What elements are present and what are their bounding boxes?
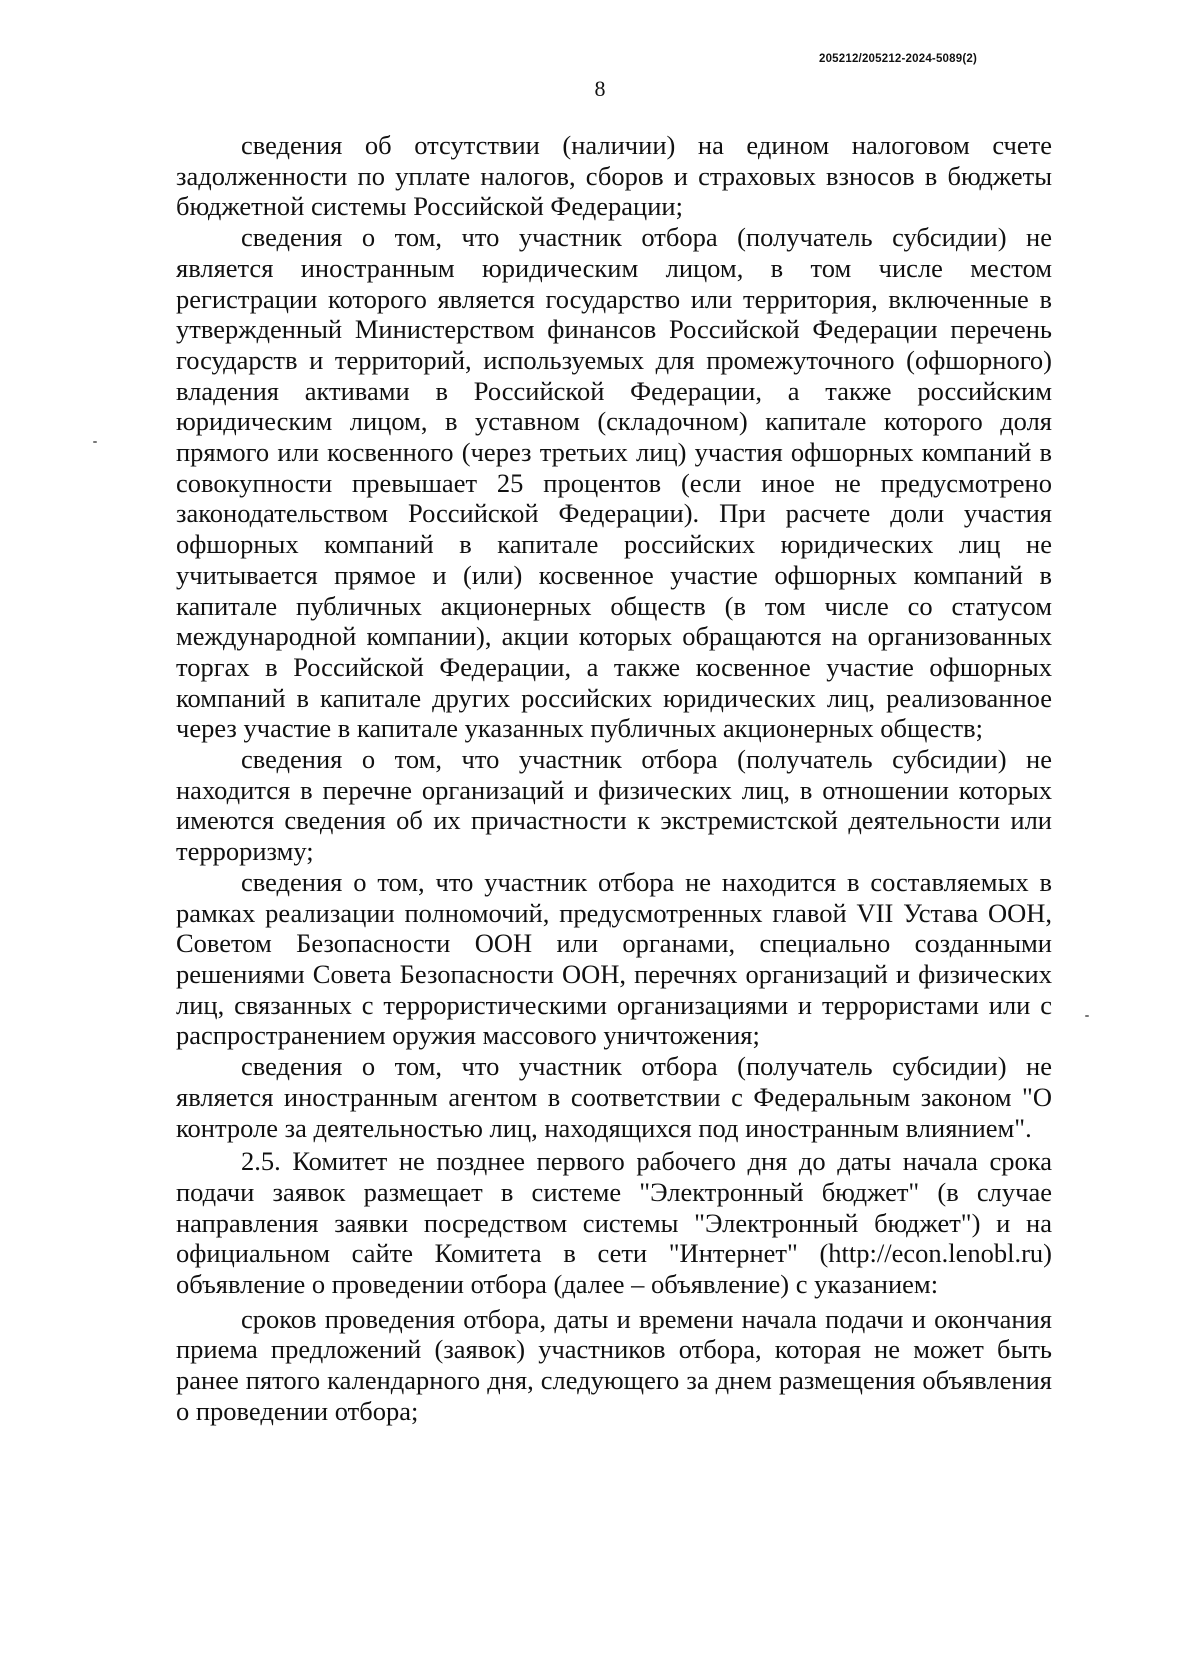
page-number: 8	[594, 76, 606, 101]
paragraph-foreign-entity: сведения о том, что участник отбора (получатель субсидии) не является иностранным юридическим лицом, в том числе местом регистрации которого является государство или территория, включенные в утвержденный Министерством финансов Российской Федерации перечень государств и территорий, используемых для промежуточного (офшорного) владения активами в Российской Федерации, а также российским юридическим лицом, в уставном (складочном) капитале которого доля прямого или косвенного (через третьих лиц) участия офшорных компаний в совокупности превышает 25 процентов (если иное не предусмотрено законодательством Российской Федерации). При расчете доли участия офшорных компаний в капитале российских юридических лиц не учитывается прямое и (или) косвенное участие офшорных компаний в капитале публичных акционерных обществ (в том числе со статусом международной компании), акции которых обращаются на организованных торгах в Российской Федерации, а также косвенное участие офшорных компаний в капитале других российских юридических лиц, реализованное через участие в капитале указанных публичных акционерных обществ;	[176, 222, 1052, 744]
paragraph-section-2-5: 2.5. Комитет не позднее первого рабочего дня до даты начала срока подачи заявок размещает в системе "Электронный бюджет" (в случае направления заявки посредством системы "Электронный бюджет") и на официальном сайте Комитета в сети "Интернет" (http://econ.lenobl.ru) объявление о проведении отбора (далее – объявление) с указанием:	[176, 1146, 1052, 1300]
document-body	[176, 130, 1052, 1427]
speck-right	[1085, 1015, 1089, 1017]
speck-left	[93, 441, 97, 443]
document-id: 205212/205212-2024-5089(2)	[818, 53, 977, 65]
paragraph-tax-debt: сведения об отсутствии (наличии) на едином налоговом счете задолженности по уплате налогов, сборов и страховых взносов в бюджеты бюджетной системы Российской Федерации;	[176, 130, 1052, 222]
paragraph-un-sanctions: сведения о том, что участник отбора не находится в составляемых в рамках реализации полномочий, предусмотренных главой VII Устава ООН, Советом Безопасности ООН или органами, специально созданными решениями Совета Безопасности ООН, перечнях организаций и физических лиц, связанных с террористическими организациями и террористами или с распространением оружия массового уничтожения;	[176, 866, 1052, 1051]
paragraph-selection-terms: сроков проведения отбора, даты и времени начала подачи и окончания приема предложений (заявок) участников отбора, которая не может быть ранее пятого календарного дня, следующего за днем размещения объявления о проведении отбора;	[176, 1303, 1052, 1426]
paragraph-foreign-agent: сведения о том, что участник отбора (получатель субсидии) не является иностранным агентом в соответствии с Федеральным законом "О контроле за деятельностью лиц, находящихся под иностранным влиянием".	[176, 1051, 1052, 1143]
paragraph-extremism-list: сведения о том, что участник отбора (получатель субсидии) не находится в перечне организаций и физических лиц, в отношении которых имеются сведения об их причастности к экстремистской деятельности или терроризму;	[176, 744, 1052, 867]
